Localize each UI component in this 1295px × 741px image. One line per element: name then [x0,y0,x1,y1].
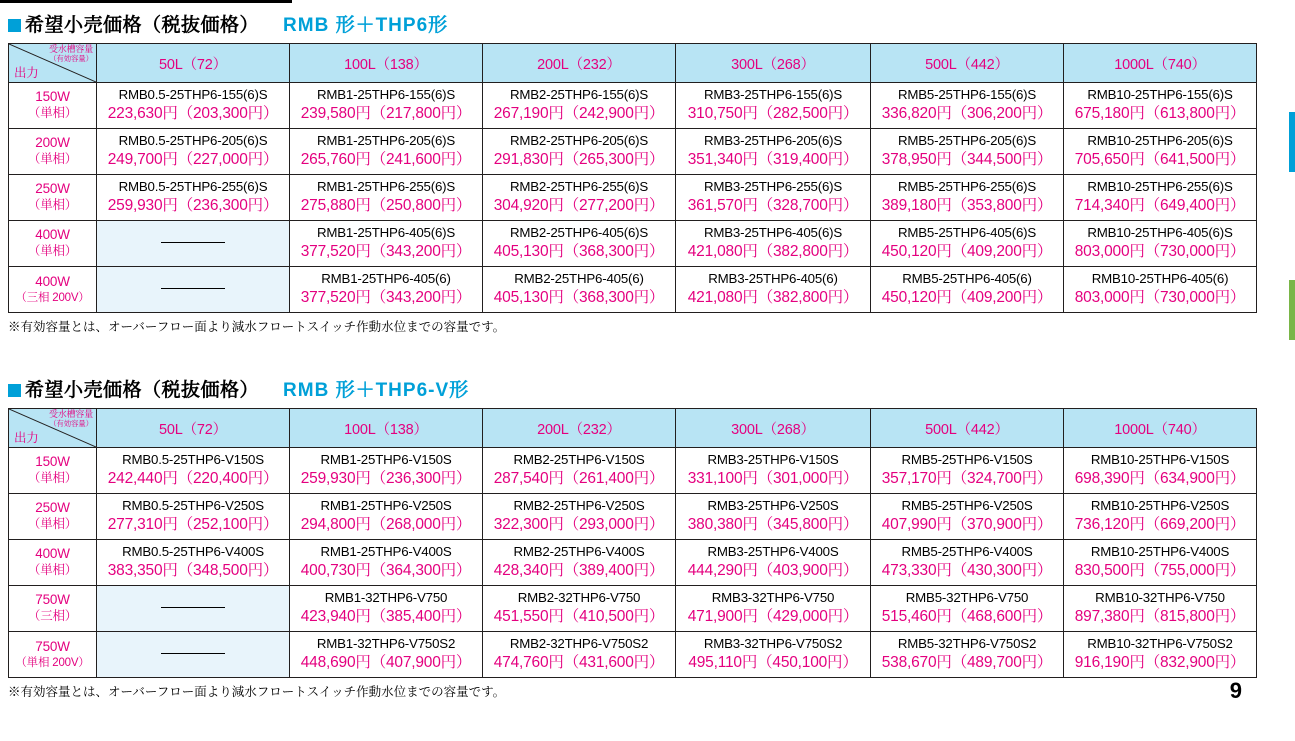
price-cell [290,631,483,677]
square-bullet-icon [8,19,21,32]
model-code: RMB1-25THP6-155(6)S [316,87,456,102]
price-value: 473,330円（430,300円） [881,561,1053,579]
square-bullet-icon [8,384,21,397]
price-cell [483,631,676,677]
price-cell [676,585,871,631]
price-cell [1064,448,1257,494]
price-value: 495,110円（450,100円） [688,653,858,671]
row-output-label: 250W [35,500,70,516]
price-cell [676,128,871,174]
price-value: 275,880円（250,800円） [300,196,472,214]
model-code: RMB0.5-25THP6-155(6)S [118,87,268,102]
page-number: 9 [1229,677,1242,703]
row-phase-label: （単相） [27,563,78,578]
price-cell [1064,128,1257,174]
column-header: 50L（72） [97,44,290,83]
table-corner-header [9,409,97,448]
column-header: 100L（138） [290,409,483,448]
column-header: 300L（268） [676,409,871,448]
price-table-thp6 [8,43,1257,313]
price-cell [290,220,483,266]
price-value: 698,390円（634,900円） [1074,469,1246,487]
model-code: RMB3-25THP6-V250S [707,497,839,513]
price-cell [290,266,483,312]
right-edge-green-tab [1289,280,1295,340]
price-value: 294,800円（268,000円） [300,515,472,533]
price-value: 291,830円（265,300円） [493,150,665,168]
model-code: RMB5-25THP6-255(6)S [897,178,1037,194]
model-code: RMB0.5-25THP6-V150S [122,452,264,467]
model-code: RMB2-25THP6-405(6) [514,270,644,286]
section-title: 希望小売価格（税抜価格） [25,380,260,401]
price-cell [676,174,871,220]
price-value: 361,570円（328,700円） [687,196,859,214]
price-value: 538,670円（489,700円） [881,653,1053,671]
model-code: RMB3-25THP6-V150S [707,452,839,467]
price-value: 400,730円（364,300円） [300,561,472,579]
price-value: 304,920円（277,200円） [493,196,665,214]
price-cell [1064,631,1257,677]
price-value: 444,290円（403,900円） [687,561,859,579]
price-cell [290,448,483,494]
price-cell [676,448,871,494]
column-header: 300L（268） [676,44,871,83]
column-header: 100L（138） [290,44,483,83]
price-cell [1064,585,1257,631]
top-rule-divider [0,0,292,3]
price-value: 405,130円（368,300円） [493,242,665,260]
model-code: RMB2-25THP6-255(6)S [509,178,649,194]
price-cell [97,174,290,220]
price-value: 471,900円（429,000円） [687,607,859,625]
price-cell [1064,539,1257,585]
price-cell [871,128,1064,174]
row-phase-label: （単相） [27,244,78,259]
row-header [9,539,97,585]
model-code: RMB3-32THP6-V750S2 [703,635,843,651]
model-code: RMB5-25THP6-405(6)S [897,224,1037,240]
price-cell [483,83,676,129]
model-code: RMB0.5-25THP6-205(6)S [118,132,268,148]
row-output-label: 750W [35,638,70,654]
row-output-label: 400W [35,546,70,562]
price-value: 377,520円（343,200円） [300,288,472,306]
price-value: 474,760円（431,600円） [493,653,665,671]
price-value: 249,700円（227,000円） [107,150,279,168]
price-value: 450,120円（409,200円） [881,288,1053,306]
row-output-label: 400W [35,273,70,289]
model-code: RMB5-25THP6-205(6)S [897,132,1037,148]
table-row [9,448,1257,494]
price-value: 310,750円（282,500円） [687,104,859,122]
price-cell [97,448,290,494]
corner-capacity-label: 受水槽容量 （有効容量） [48,409,93,429]
table-row [9,266,1257,312]
price-value: 380,380円（345,800円） [687,515,859,533]
table-footnote: ※有効容量とは、オーバーフロー面より減水フロートスイッチ作動水位までの容量です。 [8,684,506,699]
price-value: 451,550円（410,500円） [493,607,665,625]
price-cell [290,493,483,539]
row-header [9,128,97,174]
price-cell [483,493,676,539]
price-value: 421,080円（382,800円） [687,242,859,260]
model-code: RMB5-25THP6-405(6) [902,270,1032,286]
price-value: 736,120円（669,200円） [1074,515,1246,533]
row-header [9,266,97,312]
price-cell [97,83,290,129]
price-cell [483,539,676,585]
model-code: RMB3-25THP6-155(6)S [703,87,843,102]
price-cell [1064,220,1257,266]
price-value: 259,930円（236,300円） [107,196,279,214]
right-edge-cyan-tab [1289,112,1295,172]
model-code: RMB1-32THP6-V750 [324,589,448,605]
row-header [9,220,97,266]
price-value: 897,380円（815,800円） [1074,607,1246,625]
row-phase-label: （三相 200V） [15,291,90,304]
price-value: 287,540円（261,400円） [493,469,665,487]
model-code: RMB1-25THP6-255(6)S [316,178,456,194]
table-header-row [9,44,1257,83]
model-code: RMB3-25THP6-V400S [707,543,839,559]
row-header [9,174,97,220]
model-code: RMB10-25THP6-V250S [1090,497,1230,513]
price-cell [290,128,483,174]
table-row [9,539,1257,585]
corner-output-label: 出力 [14,431,39,445]
model-code: RMB1-25THP6-V250S [320,497,452,513]
section-title: 希望小売価格（税抜価格） [25,15,260,36]
price-cell [676,493,871,539]
row-output-label: 150W [35,454,70,470]
corner-capacity-label: 受水槽容量 （有効容量） [48,44,93,64]
price-cell [1064,83,1257,129]
dash-placeholder-icon [161,653,225,655]
empty-cell [97,585,290,631]
price-value: 383,350円（348,500円） [107,561,279,579]
price-table-thp6v [8,408,1257,678]
section-subtitle: RMB 形＋THP6-V形 [283,380,470,401]
price-cell [871,493,1064,539]
price-cell [871,448,1064,494]
empty-cell [97,266,290,312]
price-value: 705,650円（641,500円） [1074,150,1246,168]
model-code: RMB1-25THP6-405(6) [321,270,451,286]
model-code: RMB2-25THP6-155(6)S [509,87,649,102]
price-value: 450,120円（409,200円） [881,242,1053,260]
price-cell [290,585,483,631]
model-code: RMB10-25THP6-155(6)S [1087,87,1233,102]
price-cell [871,585,1064,631]
price-value: 357,170円（324,700円） [881,469,1053,487]
row-output-label: 150W [35,89,70,105]
row-output-label: 400W [35,227,70,243]
model-code: RMB3-25THP6-255(6)S [703,178,843,194]
model-code: RMB1-25THP6-405(6)S [316,224,456,240]
table-row [9,174,1257,220]
model-code: RMB10-25THP6-205(6)S [1087,132,1233,148]
model-code: RMB10-25THP6-405(6) [1091,270,1229,286]
row-header [9,493,97,539]
price-cell [483,448,676,494]
model-code: RMB5-25THP6-V250S [901,497,1033,513]
model-code: RMB10-25THP6-255(6)S [1087,178,1233,194]
price-value: 407,990円（370,900円） [881,515,1053,533]
dash-placeholder-icon [161,242,225,244]
table-row [9,220,1257,266]
model-code: RMB2-32THP6-V750 [517,589,641,605]
model-code: RMB10-32THP6-V750S2 [1087,635,1233,651]
price-value: 322,300円（293,000円） [493,515,665,533]
price-value: 267,190円（242,900円） [493,104,665,122]
price-cell [483,128,676,174]
price-cell [97,493,290,539]
table-row [9,631,1257,677]
row-header [9,83,97,129]
price-value: 389,180円（353,800円） [881,196,1053,214]
price-value: 336,820円（306,200円） [881,104,1053,122]
price-cell [676,83,871,129]
price-value: 423,940円（385,400円） [300,607,472,625]
price-cell [1064,493,1257,539]
column-header: 1000L（740） [1064,44,1257,83]
table-row [9,585,1257,631]
price-value: 331,100円（301,000円） [687,469,859,487]
table-header-row [9,409,1257,448]
row-output-label: 200W [35,135,70,151]
price-value: 259,930円（236,300円） [300,469,472,487]
price-cell [676,631,871,677]
section-heading [8,10,1256,37]
model-code: RMB5-25THP6-V150S [901,452,1033,467]
column-header: 50L（72） [97,409,290,448]
model-code: RMB5-32THP6-V750S2 [897,635,1037,651]
model-code: RMB5-25THP6-155(6)S [897,87,1037,102]
column-header: 200L（232） [483,409,676,448]
row-phase-label: （単相） [27,152,78,167]
table-row [9,128,1257,174]
price-cell [871,539,1064,585]
price-value: 803,000円（730,000円） [1074,242,1246,260]
price-cell [483,585,676,631]
model-code: RMB5-25THP6-V400S [901,543,1033,559]
model-code: RMB3-32THP6-V750 [711,589,835,605]
price-value: 916,190円（832,900円） [1074,653,1246,671]
section-heading [8,375,1256,402]
price-cell [676,539,871,585]
price-value: 378,950円（344,500円） [881,150,1053,168]
price-value: 714,340円（649,400円） [1074,196,1246,214]
dash-placeholder-icon [161,288,225,290]
table-row [9,83,1257,129]
price-cell [483,174,676,220]
empty-cell [97,220,290,266]
table-footnote: ※有効容量とは、オーバーフロー面より減水フロートスイッチ作動水位までの容量です。 [8,319,506,334]
model-code: RMB0.5-25THP6-255(6)S [118,178,268,194]
price-value: 223,630円（203,300円） [107,104,279,122]
price-cell [97,539,290,585]
model-code: RMB3-25THP6-405(6)S [703,224,843,240]
model-code: RMB2-25THP6-405(6)S [509,224,649,240]
price-value: 448,690円（407,900円） [300,653,472,671]
model-code: RMB0.5-25THP6-V400S [122,543,264,559]
model-code: RMB10-32THP6-V750 [1095,589,1225,605]
row-phase-label: （三相） [27,609,78,624]
price-section-thp6v [8,375,1256,703]
row-header [9,631,97,677]
corner-output-label: 出力 [14,66,39,80]
row-phase-label: （単相） [27,471,78,486]
model-code: RMB1-25THP6-205(6)S [316,132,456,148]
model-code: RMB2-25THP6-205(6)S [509,132,649,148]
price-value: 803,000円（730,000円） [1074,288,1246,306]
price-cell [483,220,676,266]
dash-placeholder-icon [161,607,225,609]
model-code: RMB2-25THP6-V400S [513,543,645,559]
column-header: 500L（442） [871,44,1064,83]
model-code: RMB10-25THP6-V150S [1090,452,1230,467]
row-header [9,448,97,494]
table-corner-header [9,44,97,83]
model-code: RMB2-25THP6-V150S [513,452,645,467]
model-code: RMB2-32THP6-V750S2 [509,635,649,651]
price-value: 265,760円（241,600円） [300,150,472,168]
model-code: RMB1-25THP6-V150S [320,452,452,467]
price-cell [871,266,1064,312]
price-value: 675,180円（613,800円） [1074,104,1246,122]
price-value: 242,440円（220,400円） [107,469,279,487]
row-output-label: 750W [35,592,70,608]
price-cell [871,631,1064,677]
column-header: 200L（232） [483,44,676,83]
price-cell [1064,266,1257,312]
row-header [9,585,97,631]
price-cell [871,174,1064,220]
column-header: 1000L（740） [1064,409,1257,448]
row-phase-label: （単相） [27,517,78,532]
row-phase-label: （単相） [27,198,78,213]
model-code: RMB10-25THP6-V400S [1090,543,1230,559]
price-value: 515,460円（468,600円） [881,607,1053,625]
row-phase-label: （単相） [27,106,78,121]
price-value: 277,310円（252,100円） [107,515,279,533]
model-code: RMB5-32THP6-V750 [905,589,1029,605]
model-code: RMB3-25THP6-405(6) [708,270,838,286]
model-code: RMB2-25THP6-V250S [513,497,645,513]
price-cell [290,174,483,220]
model-code: RMB0.5-25THP6-V250S [122,497,264,513]
price-section-thp6 [8,10,1256,335]
price-cell [676,266,871,312]
model-code: RMB1-32THP6-V750S2 [316,635,456,651]
price-cell [290,539,483,585]
model-code: RMB1-25THP6-V400S [320,543,452,559]
price-value: 405,130円（368,300円） [493,288,665,306]
model-code: RMB10-25THP6-405(6)S [1087,224,1233,240]
price-value: 830,500円（755,000円） [1074,561,1246,579]
table-row [9,493,1257,539]
price-value: 377,520円（343,200円） [300,242,472,260]
empty-cell [97,631,290,677]
price-cell [871,83,1064,129]
price-cell [871,220,1064,266]
price-cell [290,83,483,129]
section-subtitle: RMB 形＋THP6形 [283,15,449,36]
price-value: 428,340円（389,400円） [493,561,665,579]
model-code: RMB3-25THP6-205(6)S [703,132,843,148]
price-value: 239,580円（217,800円） [300,104,472,122]
price-cell [483,266,676,312]
price-cell [676,220,871,266]
price-cell [97,128,290,174]
row-phase-label: （単相 200V） [15,656,90,669]
price-cell [1064,174,1257,220]
row-output-label: 250W [35,181,70,197]
price-value: 421,080円（382,800円） [687,288,859,306]
price-value: 351,340円（319,400円） [687,150,859,168]
column-header: 500L（442） [871,409,1064,448]
